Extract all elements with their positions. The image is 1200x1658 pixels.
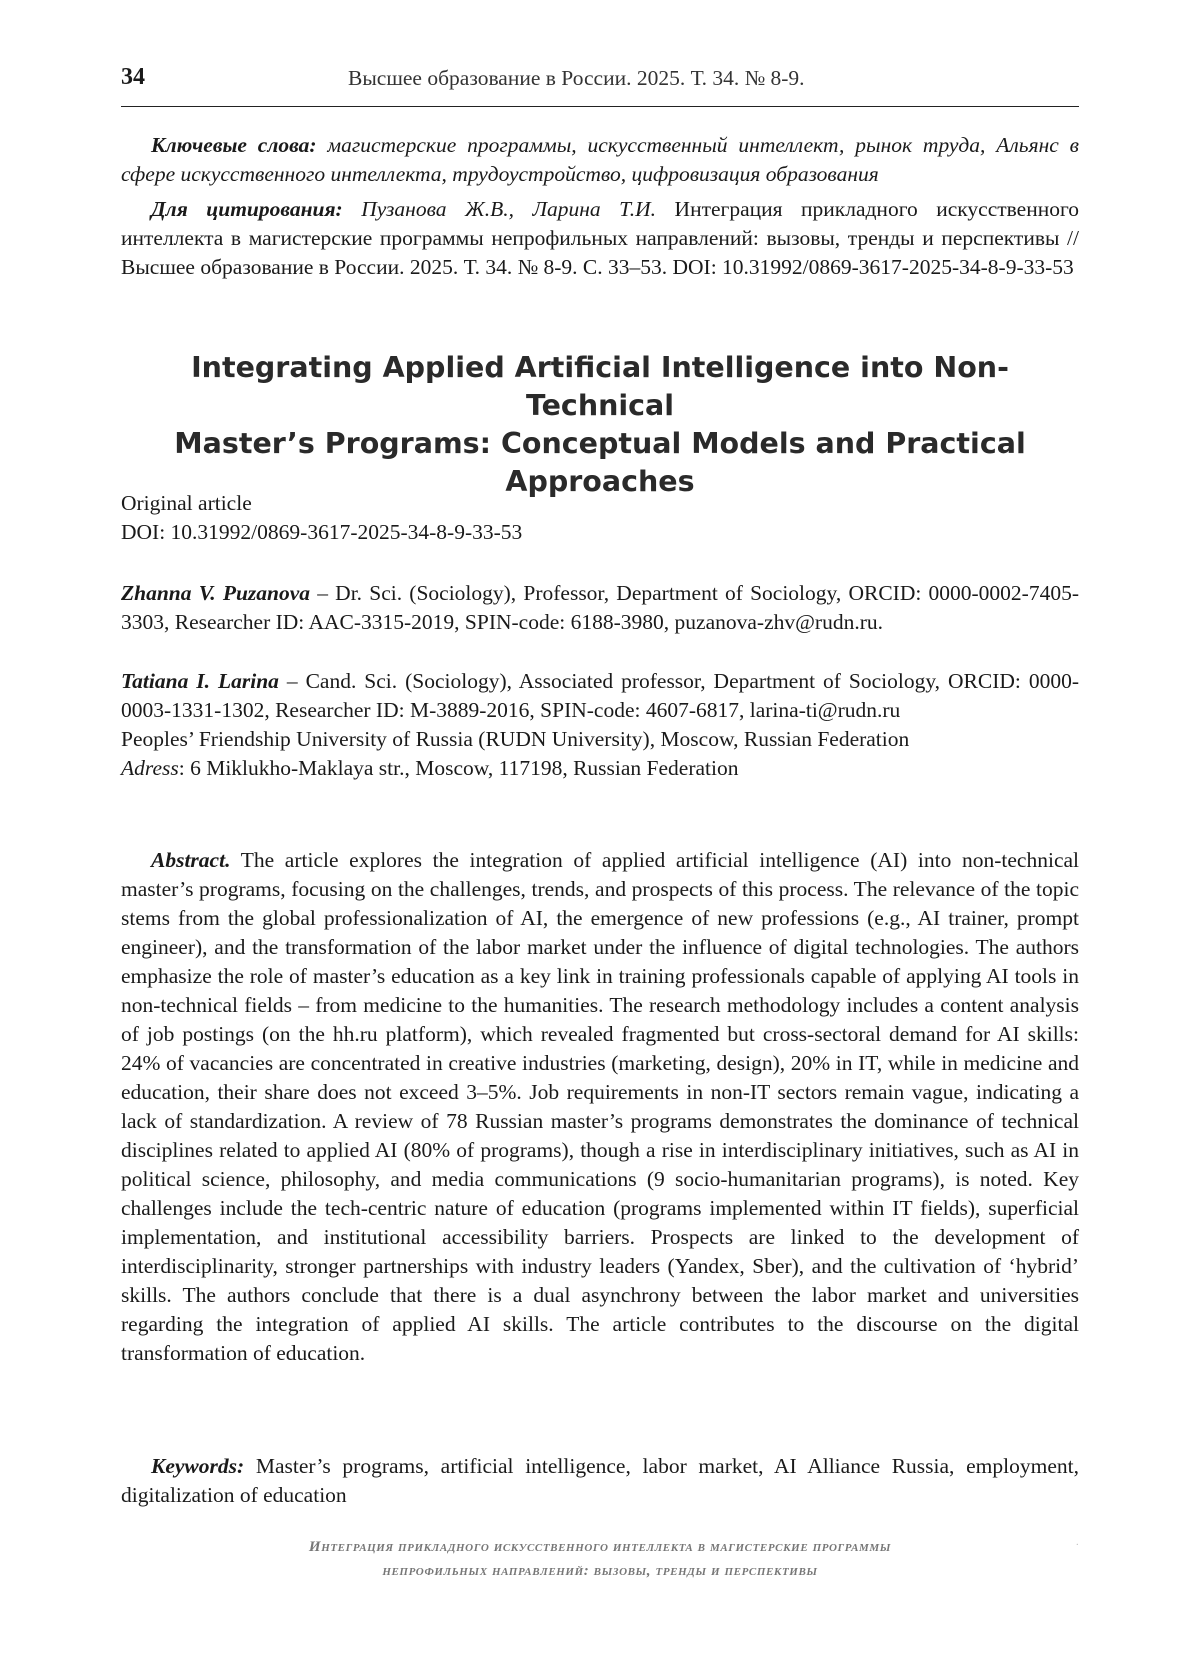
abstract bbox=[121, 846, 1079, 1368]
article-type: Original article bbox=[121, 491, 252, 515]
page-header bbox=[121, 62, 1079, 107]
article-title bbox=[141, 349, 1059, 501]
affiliation-address bbox=[121, 754, 1079, 783]
ru-citation-text: Интеграция прикладного искусственного интеллекта в магистерские программы непрофильных направлений: вызовы, тренды и перспективы // Высшее образование в России. 2025. Т. 34. № 8-9. С. 33–53. DOI: 10.31992/0869-3617-2025-34-8-9-33-53 bbox=[121, 197, 1079, 279]
en-keywords bbox=[121, 1452, 1079, 1510]
author-2 bbox=[121, 667, 1079, 725]
abstract-label: Abstract. bbox=[151, 848, 231, 872]
en-keywords-text: Master’s programs, artificial intelligence, labor market, AI Alliance Russia, employment, digitalization of education bbox=[121, 1454, 1079, 1507]
author-2-details: – Cand. Sci. (Sociology), Associated professor, Department of Sociology, ORCID: 0000-0003-1331-1302, Researcher ID: M-3889-2016, SPIN-code: 4607-6817, larina-ti@rudn.ru bbox=[121, 669, 1079, 722]
author-1-name: Zhanna V. Puzanova bbox=[121, 581, 311, 605]
article-title-line-2: Master’s Programs: Conceptual Models and Practical bbox=[174, 427, 1026, 460]
ru-keywords-text: магистерские программы, искусственный интеллект, рынок труда, Альянс в сфере искусственного интеллекта, трудоустройство, цифровизация образования bbox=[121, 133, 1079, 186]
author-1 bbox=[121, 579, 1079, 637]
footer-line-1: Интеграция прикладного искусственного интеллекта в магистерские программы bbox=[308, 1539, 892, 1555]
ru-keywords-label: Ключевые слова: bbox=[151, 133, 317, 157]
author-2-name: Tatiana I. Larina bbox=[121, 669, 279, 693]
author-1-details: – Dr. Sci. (Sociology), Professor, Department of Sociology, ORCID: 0000-0002-7405-3303, Researcher ID: AAC-3315-2019, SPIN-code: 6188-3980, puzanova-zhv@rudn.ru. bbox=[121, 581, 1079, 634]
running-head: Высшее образование в России. 2025. Т. 34. № 8-9. bbox=[348, 66, 805, 90]
address-label: Adress bbox=[121, 756, 179, 780]
ru-keywords bbox=[121, 131, 1079, 189]
footer-mark: · bbox=[1075, 1540, 1079, 1551]
ru-citation-label: Для цитирования: bbox=[151, 197, 343, 221]
article-title-line-1: Integrating Applied Artificial Intelligence into Non-Technical bbox=[191, 351, 1009, 422]
en-keywords-label: Keywords: bbox=[151, 1454, 245, 1478]
article-title-line-3: Approaches bbox=[505, 465, 695, 498]
abstract-text: The article explores the integration of applied artificial intelligence (AI) into non-technical master’s programs, focusing on the challenges, trends, and prospects of this process. The relevance of the topic stems from the global professionalization of AI, the emergence of new professions (e.g., AI trainer, prompt engineer), and the transformation of the labor market under the influence of digital technologies. The authors emphasize the role of master’s education as a key link in training professionals capable of applying AI tools in non-technical fields – from medicine to the humanities. The research methodology includes a content analysis of job postings (on the hh.ru platform), which revealed fragmented but cross-sectoral demand for AI skills: 24% of vacancies are concentrated in creative industries (marketing, design), 20% in IT, while in medicine and education, their share does not exceed 3–5%. Job requirements in non-IT sectors remain vague, indicating a lack of standardization. A review of 78 Russian master’s programs demonstrates the dominance of technical disciplines related to applied AI (80% of programs), though a rise in interdisciplinary initiatives, such as AI in political science, philosophy, and media communications (9 socio-humanitarian programs), is noted. Key challenges include the tech-centric nature of education (programs implemented within IT fields), superficial implementation, and institutional accessibility barriers. Prospects are linked to the development of interdisciplinarity, stronger partnerships with industry leaders (Yandex, Sber), and the cultivation of ‘hybrid’ skills. The authors conclude that there is a dual asynchrony between the labor market and universities regarding the integration of applied AI skills. The article contributes to the discourse on the digital transformation of education. bbox=[121, 848, 1079, 1365]
affiliation-university: Peoples’ Friendship University of Russia (RUDN University), Moscow, Russian Federation bbox=[121, 727, 910, 751]
ru-citation-authors: Пузанова Ж.В., Ларина Т.И. bbox=[342, 197, 657, 221]
article-doi: DOI: 10.31992/0869-3617-2025-34-8-9-33-53 bbox=[121, 520, 523, 544]
address-text: : 6 Miklukho-Maklaya str., Moscow, 117198, Russian Federation bbox=[178, 756, 739, 780]
ru-citation bbox=[121, 195, 1079, 282]
page-footer bbox=[121, 1535, 1079, 1583]
footer-line-2: непрофильных направлений: вызовы, тренды и перспективы bbox=[382, 1563, 818, 1579]
author-2-block bbox=[121, 667, 1079, 783]
article-meta bbox=[121, 489, 1079, 547]
page-number: 34 bbox=[121, 64, 145, 90]
journal-page bbox=[121, 0, 1079, 1658]
